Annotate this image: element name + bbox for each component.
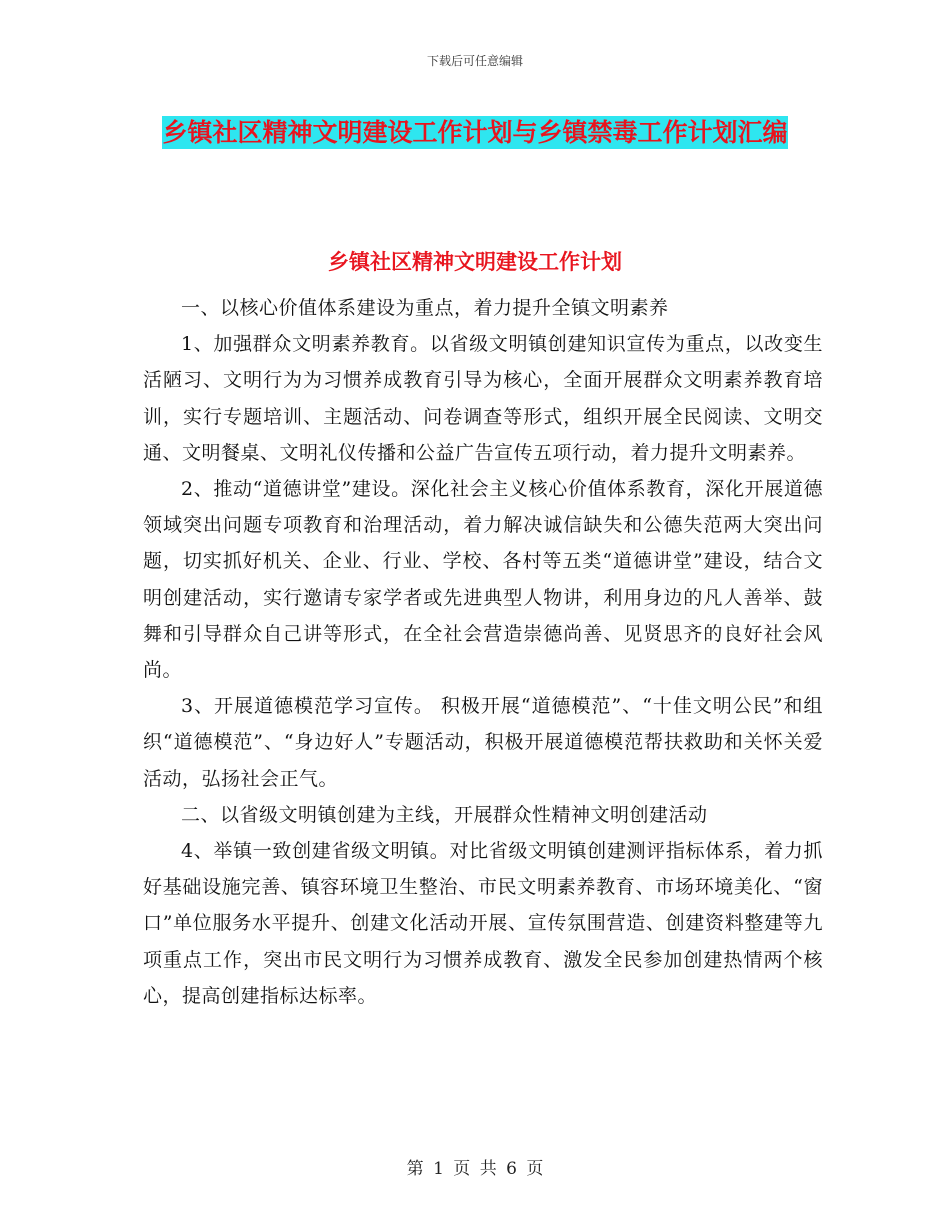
paragraph: 2、推动“道德讲堂”建设。深化社会主义核心价值体系教育，深化开展道德领域突出问题专项教育和治理活动，着力解决诚信缺失和公德失范两大突出问题，切实抓好机关、企业、行业、学校、各村等五类“道德讲堂”建设，结合文明创建活动，实行邀请专家学者或先进典型人物讲，利用身边的凡人善举、鼓舞和引导群众自己讲等形式，在全社会营造崇德尚善、见贤思齐的良好社会风尚。 [143, 478, 823, 682]
paragraph: 3、开展道德模范学习宣传。 积极开展“道德模范”、“十佳文明公民”和组织“道德模范”、“身边好人”专题活动，积极开展道德模范帮扶救助和关怀关爱活动，弘扬社会正气。 [143, 695, 823, 790]
paragraph: 一、以核心价值体系建设为重点，着力提升全镇文明素养 [181, 297, 669, 319]
paragraph: 4、举镇一致创建省级文明镇。对比省级文明镇创建测评指标体系，着力抓好基础设施完善、镇容环境卫生整治、市民文明素养教育、市场环境美化、“窗口”单位服务水平提升、创建文化活动开展、宣传氛围营造、创建资料整建等九项重点工作，突出市民文明行为习惯养成教育、激发全民参加创建热情两个核心，提高创建指标达标率。 [143, 840, 823, 1007]
page-number-footer: 第 1 页 共 6 页 [406, 1159, 544, 1179]
section-title: 乡镇社区精神文明建设工作计划 [328, 250, 622, 274]
paragraph: 二、以省级文明镇创建为主线，开展群众性精神文明创建活动 [181, 803, 708, 826]
document-body [143, 290, 823, 1014]
paragraph: 1、加强群众文明素养教育。以省级文明镇创建知识宣传为重点，以改变生活陋习、文明行为为习惯养成教育引导为核心，全面开展群众文明素养教育培训，实行专题培训、主题活动、问卷调查等形式，组织开展全民阅读、文明交通、文明餐桌、文明礼仪传播和公益广告宣传五项行动，着力提升文明素养。 [143, 333, 823, 464]
document-title [145, 110, 805, 156]
document-title-text: 乡镇社区精神文明建设工作计划与乡镇禁毒工作计划汇编 [162, 118, 788, 147]
header-note: 下载后可任意编辑 [426, 54, 523, 68]
